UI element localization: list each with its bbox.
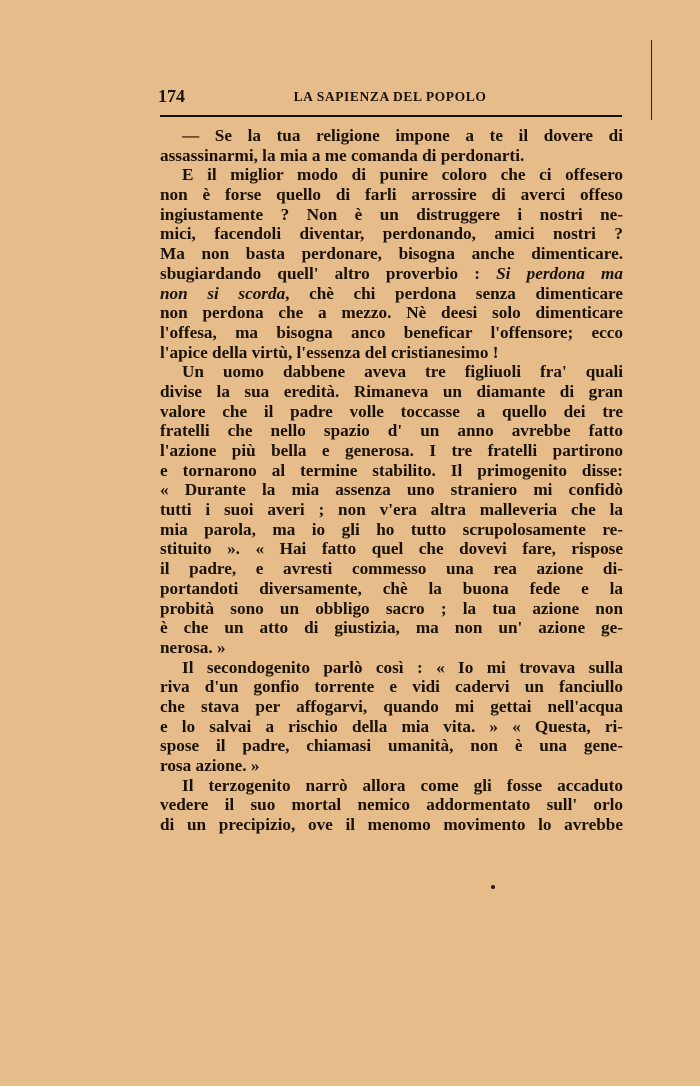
text-line [160, 126, 623, 146]
text-line [160, 776, 623, 796]
text-line [160, 343, 623, 363]
line-text: non perdona che a mezzo. Nè deesi solo dimenticare [160, 303, 623, 323]
line-text: non è forse quello di farli arrossire di averci offeso [160, 185, 623, 205]
line-text: Il secondogenito parlò così : « Io mi trovava sulla [182, 657, 623, 677]
text-line [160, 559, 623, 579]
line-text: stituito ». « Hai fatto quel che dovevi fare, rispose [160, 539, 623, 559]
running-header [158, 86, 622, 110]
italic-text: Si perdona ma [496, 263, 623, 283]
line-text: mia parola, ma io gli ho tutto scrupolosamente re- [160, 519, 623, 539]
line-text: Ma non basta perdonare, bisogna anche dimenticare. [160, 244, 623, 264]
line-text: spose il padre, chiamasi umanità, non è una gene- [160, 736, 623, 756]
line-text: vedere il suo mortal nemico addormentato sull' orlo [160, 795, 623, 815]
line-text: — Se la tua religione impone a te il dovere di [182, 126, 623, 145]
text-line [160, 362, 623, 382]
text-line [160, 421, 623, 441]
line-text: Il terzogenito narrò allora come gli fosse accaduto [182, 775, 623, 795]
text-line [160, 795, 623, 815]
line-text: fratelli che nello spazio d' un anno avrebbe fatto [160, 421, 623, 441]
text-line [160, 303, 623, 323]
line-text: ingiustamente ? Non è un distruggere i nostri ne- [160, 204, 623, 224]
text-line [160, 441, 623, 461]
scan-speck [491, 885, 495, 889]
line-text: E il miglior modo di punire coloro che ci offesero [182, 165, 623, 185]
body-text [160, 126, 623, 835]
text-line [160, 264, 623, 284]
line-text: Un uomo dabbene aveva tre figliuoli fra' quali [182, 362, 623, 382]
line-text: « Durante la mia assenza uno straniero mi confidò [160, 480, 623, 500]
line-text: l'offesa, ma bisogna anco beneficar l'offensore; ecco [160, 322, 623, 342]
text-line [160, 658, 623, 678]
line-text: tutti i suoi averi ; non v'era altra malleveria che la [160, 500, 623, 520]
text-line [160, 165, 623, 185]
text-line [160, 539, 623, 559]
text-line [160, 284, 623, 304]
line-text: il padre, e avresti commesso una rea azione di- [160, 559, 623, 579]
text-line [160, 480, 623, 500]
line-text: l'apice della virtù, l'essenza del cristianesimo ! [160, 342, 499, 362]
text-line [160, 461, 623, 481]
text-line [160, 756, 623, 776]
text-line [160, 224, 623, 244]
page-number: 174 [158, 86, 185, 106]
line-text: di un precipizio, ove il menomo movimento lo avrebbe [160, 815, 623, 835]
line-text: che stava per affogarvi, quando mi gettai nell'acqua [160, 696, 623, 716]
running-title: LA SAPIENZA DEL POPOLO [293, 89, 487, 104]
header-rule [160, 115, 622, 117]
line-text: sbugiardando quell' altro proverbio : [160, 263, 497, 283]
text-line [160, 736, 623, 756]
text-line [160, 382, 623, 402]
text-line [160, 146, 623, 166]
text-line [160, 205, 623, 225]
line-text: mici, facendoli diventar, perdonando, amici nostri ? [160, 224, 623, 244]
line-text: l'azione più bella e generosa. I tre fratelli partirono [160, 441, 623, 460]
text-line [160, 599, 623, 619]
text-line [160, 638, 623, 658]
line-text: valore che il padre volle toccasse a quello dei tre [160, 401, 623, 421]
line-text: e lo salvai a rischio della mia vita. » « Questa, ri- [160, 716, 623, 736]
line-text: portandoti diversamente, chè la buona fede e la [160, 578, 623, 598]
text-line [160, 500, 623, 520]
text-line [160, 618, 623, 638]
text-line [160, 677, 623, 697]
line-text: probità sono un obbligo sacro ; la tua azione non [160, 598, 623, 618]
line-text: , chè chi perdona senza dimenticare [285, 283, 623, 303]
line-text: assassinarmi, la mia a me comanda di perdonarti. [160, 145, 525, 165]
text-line [160, 717, 623, 737]
line-text: divise la sua eredità. Rimaneva un diamante di gran [160, 381, 623, 401]
text-line [160, 402, 623, 422]
line-text: rosa azione. » [160, 756, 260, 775]
text-line [160, 697, 623, 717]
text-line [160, 185, 623, 205]
scan-speck [651, 40, 652, 120]
italic-text: non si scorda [160, 283, 286, 303]
line-text: riva d'un gonfio torrente e vidi cadervi un fanciullo [160, 677, 623, 697]
line-text: nerosa. » [160, 637, 226, 657]
text-line [160, 579, 623, 599]
text-line [160, 323, 623, 343]
text-line [160, 244, 623, 264]
line-text: e tornarono al termine stabilito. Il primogenito disse: [160, 460, 623, 480]
text-line [160, 815, 623, 835]
line-text: è che un atto di giustizia, ma non un' azione ge- [160, 618, 623, 638]
text-line [160, 520, 623, 540]
